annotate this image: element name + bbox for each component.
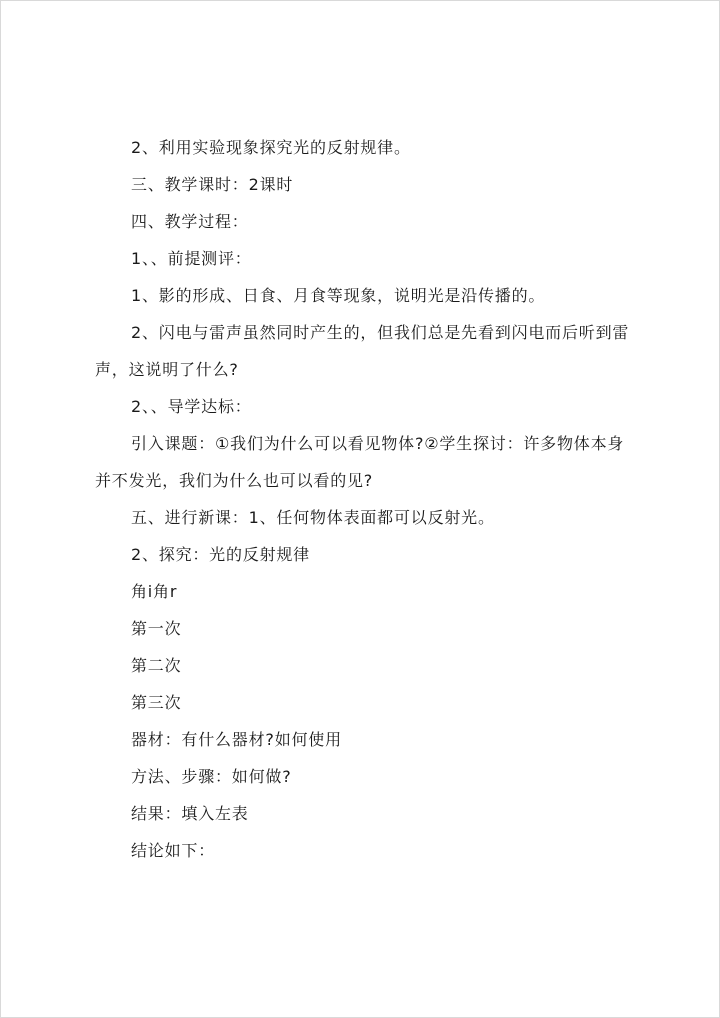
paragraph-pre-assessment-q1: 1、影的形成、日食、月食等现象，说明光是沿传播的。 xyxy=(131,286,546,305)
paragraph-teaching-process-heading: 四、教学过程： xyxy=(131,212,249,231)
paragraph-trial-1: 第一次 xyxy=(131,619,182,638)
paragraph-new-lesson: 五、进行新课：1、任何物体表面都可以反射光。 xyxy=(131,508,495,527)
paragraph-introduction: 引入课题：①我们为什么可以看见物体?②学生探讨：许多物体本身并不发光，我们为什么也可以看的见? xyxy=(95,434,625,490)
document-body xyxy=(95,129,639,869)
paragraph-method-steps: 方法、步骤：如何做? xyxy=(131,767,292,786)
paragraph-pre-assessment-q2: 2、闪电与雷声虽然同时产生的，但我们总是先看到闪电而后听到雷声，这说明了什么? xyxy=(95,323,630,379)
paragraph-class-hours: 三、教学课时：2课时 xyxy=(131,175,294,194)
paragraph-conclusion: 结论如下： xyxy=(131,841,216,860)
paragraph-pre-assessment-heading: 1、、前提测评： xyxy=(131,249,252,268)
paragraph-angle-table-header: 角i角r xyxy=(131,582,178,601)
paragraph-objective-2: 2、利用实验现象探究光的反射规律。 xyxy=(131,138,411,157)
paragraph-guided-learning-heading: 2、、导学达标： xyxy=(131,397,252,416)
paragraph-trial-3: 第三次 xyxy=(131,693,182,712)
paragraph-trial-2: 第二次 xyxy=(131,656,182,675)
paragraph-equipment: 器材：有什么器材?如何使用 xyxy=(131,730,342,749)
paragraph-inquiry-heading: 2、探究：光的反射规律 xyxy=(131,545,310,564)
paragraph-results: 结果：填入左表 xyxy=(131,804,249,823)
